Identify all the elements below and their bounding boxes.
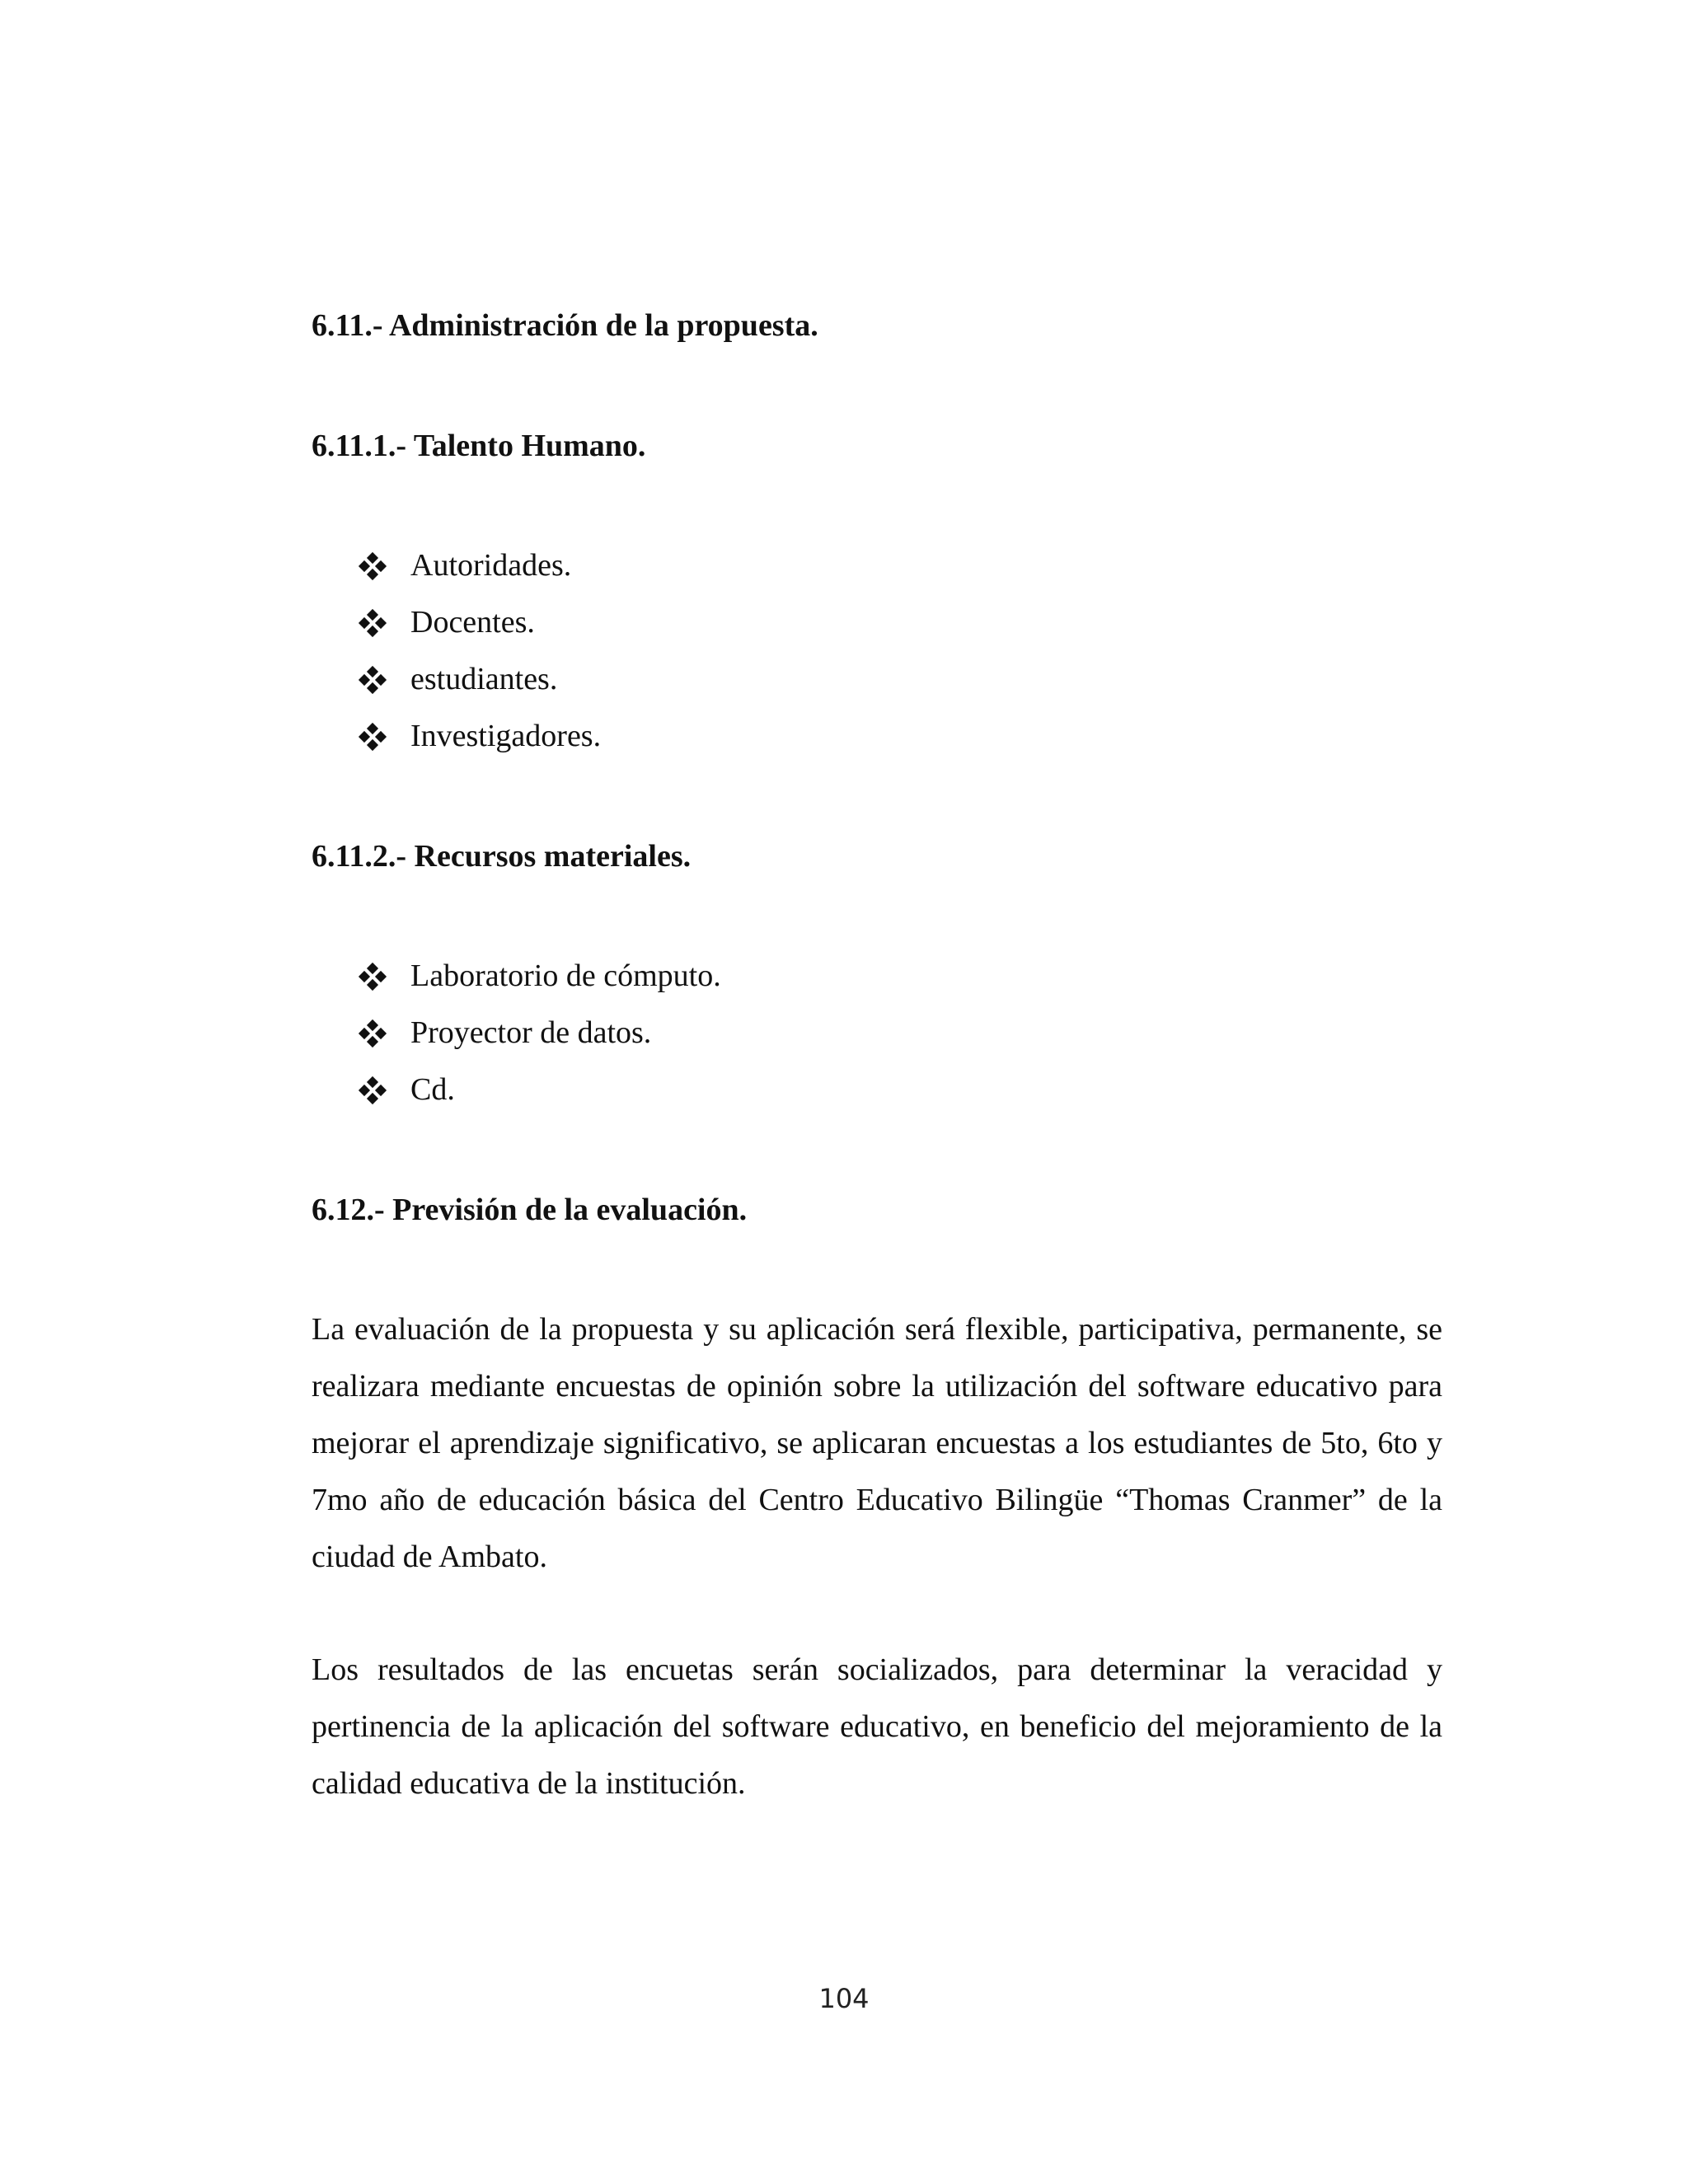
list-item-text: estudiantes. (410, 662, 558, 696)
list-item (359, 594, 1442, 651)
diamond-bullet-icon (359, 724, 386, 750)
section-heading-prevision-evaluacion: 6.12.- Previsión de la evaluación. (312, 1193, 748, 1227)
diamond-bullet-icon (359, 963, 386, 990)
diamond-bullet-icon (359, 667, 386, 693)
diamond-bullet-icon (359, 553, 386, 579)
list-item-text: Laboratorio de cómputo. (410, 958, 721, 993)
recursos-materiales-list (312, 948, 1442, 1118)
list-item (359, 537, 1442, 594)
diamond-bullet-icon (359, 1077, 386, 1104)
list-item (359, 708, 1442, 765)
section-heading-administracion: 6.11.- Administración de la propuesta. (312, 308, 818, 343)
list-item-text: Autoridades. (410, 548, 572, 583)
page-number: 104 (818, 1983, 870, 2014)
list-item-text: Cd. (410, 1072, 455, 1107)
body-paragraph: Los resultados de las encuetas serán socializados, para determinar la veracidad y pertinencia de la aplicación del software educativo, en beneficio del mejoramiento de la calidad educativa de la institución. (312, 1652, 1442, 1801)
list-item (359, 651, 1442, 708)
subsection-heading-talento-humano: 6.11.1.- Talento Humano. (312, 429, 646, 463)
diamond-bullet-icon (359, 610, 386, 636)
subsection-heading-recursos-materiales: 6.11.2.- Recursos materiales. (312, 839, 692, 874)
list-item-text: Proyector de datos. (410, 1015, 652, 1050)
talento-humano-list (312, 537, 1442, 765)
list-item-text: Investigadores. (410, 719, 602, 753)
list-item (359, 1062, 1442, 1118)
page-content (312, 305, 1442, 1868)
list-item (359, 948, 1442, 1005)
body-paragraph: La evaluación de la propuesta y su aplicación será flexible, participativa, permanente, se realizara mediante encuestas de opinión sobre la utilización del software educativo para mejorar el aprendizaje significativo, se aplicaran encuestas a los estudiantes de 5to, 6to y 7mo año de educación básica del Centro Educativo Bilingüe “Thomas Cranmer” de la ciudad de Ambato. (312, 1312, 1442, 1574)
list-item-text: Docentes. (410, 605, 535, 640)
diamond-bullet-icon (359, 1020, 386, 1047)
list-item (359, 1005, 1442, 1062)
